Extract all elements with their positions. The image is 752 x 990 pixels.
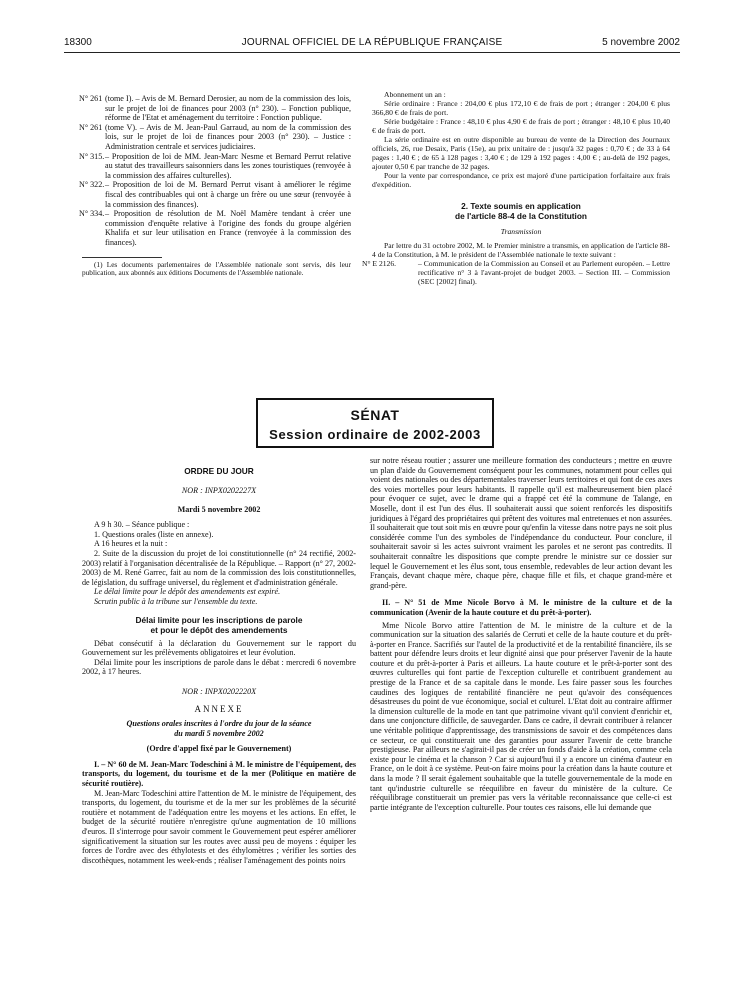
ordre-du-jour-title: ORDRE DU JOUR — [184, 466, 254, 476]
serie-ordinaire: Série ordinaire : France : 204,00 € plus 172,10 € de frais de port ; étranger : 204,00 € plus 366,80 € de frais de port. — [372, 99, 670, 117]
question-text: Mme Nicole Borvo attire l'attention de M. le ministre de la culture et de la communication sur la situation des salariés de Cerruti et celle de la haute couture et du prêt-à-porter en France. Sacrifiés sur l'autel de la productivité et de la rentabilité financière, ils se battent pour défendre leurs droits et leur dignité ainsi que pour préserver l'avenir de la haute couture et du prêt-à-porter à Paris et ailleurs. La haute couture et le prêt-à-porter sont des œuvres culturelles qui font partie de l'exception culturelle et contribuent grandement au prestige de la France et de sa capitale dans le monde. Les faire passer sous les fourches caudines des logiques de rentabilité financière ne peut qu'avoir des conséquences désastreuses du point de vue économique, social et culturel. L'Etat doit au contraire affirmer la dimension culturelle de la mode en tant que patrimoine vivant qu'il convient d'enrichir et, dans une conjoncture difficile, de sauvegarder. Dans ce cadre, il devrait contribuer à relancer une véritable politique d'apprentissage, des transmissions de savoir et des compétences dans ce secteur, ce qui constituerait une des garanties pour assurer l'avenir de cette branche prestigieuse. Par ailleurs ne s'agirait-il pas de créer un fonds d'aide à la création, comme cela existe pour le cinéma et la chanson ? Car si aujourd'hui il y a encore un cinéma d'auteur en France, on le doit à ce système. Peut-on faire moins pour la création dans la haute couture et dans la mode ? Il serait également souhaitable que la tutelle gouvernementale de la mode en tant qu'industrie culturelle se réequilibre en faveur du ministère de la culture. Ce rééquilibrage constituerait un premier pas vers la véritable reconnaissance que celle-ci est partie intégrante de l'exception culturelle. Pour toutes ces raisons, elle lui demande que — [370, 620, 672, 812]
question-text-continued: sur notre réseau routier ; assurer une meilleure formation des conducteurs ; mettre en œuvre un plan d'aide du Gouvernement conséquent pour les communes, notamment pour celles qui voient des nationales ou des départementales traverser leurs territoires et qui font de ces axes des voies mortelles pour leurs habitants. Il rappelle qu'il est malheureusement bien placé pour évoquer ce sujet, avec le drame qui a frappé cet été la commune de Talange, en Moselle, dont il est l'un des élus. Il souhaiterait aussi que soient renforcés les dispositifs juridiques à l'égard des propriétaires qui prêtent des voitures mal entretenues et non assurées. Il souhaiterait que tout soit mis en œuvre pour qu'enfin la vitesse dans notre pays ne soit plus considérée comme l'un des symboles de l'indépendance du conducteur. Pour conclure, il souhaiterait savoir si les actes suivront vraiment les paroles et ne seront pas contredits. Il souhaiterait connaître les dispositions que compte prendre le ministre sur ce dossier sur lequel le Gouvernement et les élus sont, tous ensemble, redevables de leur action devant les Français, devant chaque mère, chaque père, chaque fille et fils, et chaque grand-mère et grand-père. — [370, 456, 672, 590]
nor-reference: NOR : INPX0202227X — [181, 486, 257, 495]
correspondance-text: Pour la vente par correspondance, ce prix est majoré d'une participation forfaitaire aux frais d'expédition. — [372, 171, 670, 189]
vente-text: La série ordinaire est en outre disponible au bureau de vente de la Direction des Journaux officiels, 26, rue Desaix, Paris (15e), au prix unitaire de : jusqu'à 32 pages : 0,70 € ; de 33 à 64 pages : 1,40 € ; de 65 à 128 pages : 3,40 € ; de 129 à 192 pages : 4,00 € ; au-delà de 192 pages, ajouter 0,50 € par tranche de 32 pages. — [372, 135, 670, 171]
agenda-item: 2. Suite de la discussion du projet de loi constitutionnelle (n° 24 rectifié, 2002-2003) relatif à l'organisation décentralisée de la République. – Rapport (n° 27, 2002-2003) de M. René Garrec, fait au nom de la commission des lois constitutionnelles, de législation, du suffrage universel, du règlement et d'administration générale. — [82, 548, 356, 587]
footnote: (1) Les documents parlementaires de l'Assemblée nationale sont servis, dès leur publication, aux abonnés aux éditions Documents de l'Assemblée nationale. — [82, 259, 351, 278]
header-rule — [64, 52, 680, 53]
seance-date: Mardi 5 novembre 2002 — [177, 504, 261, 514]
senat-box — [256, 398, 494, 448]
delai-note: Le délai limite pour le dépôt des amendements est expiré. — [94, 587, 281, 597]
page-header — [64, 37, 680, 51]
left-bottom-column — [82, 466, 356, 865]
question-title: I. – N° 60 de M. Jean-Marc Todeschini à M. le ministre de l'équipement, des transports, du logement, du tourisme et de la mer (Politique en matière de sécurité routière). — [82, 759, 356, 789]
transmission-text: Par lettre du 31 octobre 2002, M. le Premier ministre a transmis, en application de l'article 88-4 de la Constitution, à M. le président de l'Assemblée nationale le texte suivant : — [372, 241, 670, 259]
journal-title: JOURNAL OFFICIEL DE LA RÉPUBLIQUE FRANÇAISE — [241, 37, 503, 48]
right-bottom-column — [370, 456, 672, 812]
document-item: N° 322. – Proposition de loi de M. Bernard Perrut visant à améliorer le régime fiscal des contribuables qui ont à charge un frère ou une sœur (renvoyée à la commission des finances). — [79, 180, 351, 209]
document-item: N° E 2126. – Communication de la Commission au Conseil et au Parlement européen. – Lettre rectificative n° 3 à l'avant-projet de budget 2003. – Section III. – Commission (SEC [2002] final). — [362, 259, 671, 286]
left-top-column — [79, 94, 351, 278]
document-item: N° 261 (tome I). – Avis de M. Bernard Derosier, au nom de la commission des lois, sur le projet de loi de finances pour 2003 (n° 230). – Fonction publique, réforme de l'Etat et aménagement du territoire : Fonction publique. — [79, 94, 351, 123]
session-title: Session ordinaire de 2002-2003 — [269, 427, 481, 442]
debat-text: Débat consécutif à la déclaration du Gouvernement sur le rapport du Gouvernement sur les prélèvements obligatoires et leur évolution. — [82, 638, 356, 658]
seance-time: A 16 heures et la nuit : — [94, 539, 168, 549]
transmission-heading: Transmission — [500, 227, 542, 236]
header-date: 5 novembre 2002 — [602, 37, 680, 48]
agenda-item: 1. Questions orales (liste en annexe). — [94, 529, 214, 539]
delai-title: Délai limite pour les inscriptions de parole et pour le dépôt des amendements — [135, 614, 303, 635]
scrutin-note: Scrutin public à la tribune sur l'ensemble du texte. — [94, 596, 258, 606]
nor-reference: NOR : INPX0202220X — [181, 686, 257, 696]
serie-budgetaire: Série budgétaire : France : 48,10 € plus 4,90 € de frais de port ; étranger : 48,10 € plus 10,40 € de frais de port. — [372, 117, 670, 135]
document-item: N° 315. – Proposition de loi de MM. Jean-Marc Nesme et Bernard Perrut relative au statut des travailleurs saisonniers dans les zones touristiques (renvoyée à la commission des affaires culturelles). — [79, 151, 351, 180]
right-top-column — [362, 90, 671, 286]
document-item: N° 261 (tome V). – Avis de M. Jean-Paul Garraud, au nom de la commission des lois, sur le projet de loi de finances pour 2003 (n° 230). – Justice : Administration centrale et services judiciaires. — [79, 122, 351, 151]
senat-title: SÉNAT — [350, 407, 400, 423]
annexe-title: ANNEXE — [194, 703, 244, 714]
section-title: 2. Texte soumis en application de l'article 88-4 de la Constitution — [455, 201, 587, 221]
ordre-appel: (Ordre d'appel fixé par le Gouvernement) — [146, 744, 292, 754]
question-text: M. Jean-Marc Todeschini attire l'attention de M. le ministre de l'équipement, des transports, du logement, du tourisme et de la mer sur les problèmes de la sécurité routière et notamment de l'adéquation entre les moyens et les actions. En effet, le budget de la sécurité routière n'enregistre qu'une augmentation de 10 millions d'euros. Il s'interroge pour savoir comment le Gouvernement peut espérer améliorer significativement la situation sur les routes avec aussi peu de moyens : équiper les forces de l'ordre avec des éthylotests et des éthylomètres ; vérifier les sorties des discothèques, notamment les week-ends ; réaliser l'aménagement des points noirs — [82, 788, 356, 865]
question-title: II. – N° 51 de Mme Nicole Borvo à M. le ministre de la culture et de la communication (Avenir de la haute couture et du prêt-à-porter). — [370, 598, 672, 617]
page-number: 18300 — [64, 37, 92, 48]
abonnement-label: Abonnement un an : — [384, 90, 446, 99]
delai-text: Délai limite pour les inscriptions de parole dans le débat : mercredi 6 novembre 2002, à 17 heures. — [82, 657, 356, 677]
document-item: N° 334. – Proposition de résolution de M. Noël Mamère tendant à créer une commission d'enquête relative à l'origine des fonds du groupe algérien Khalifa et sur leur utilisation en France (renvoyée à la commission des finances). — [79, 209, 351, 247]
seance-time: A 9 h 30. – Séance publique : — [94, 520, 190, 530]
footnote-rule — [82, 257, 162, 258]
questions-title: Questions orales inscrites à l'ordre du jour de la séance du mardi 5 novembre 2002 — [126, 719, 312, 738]
